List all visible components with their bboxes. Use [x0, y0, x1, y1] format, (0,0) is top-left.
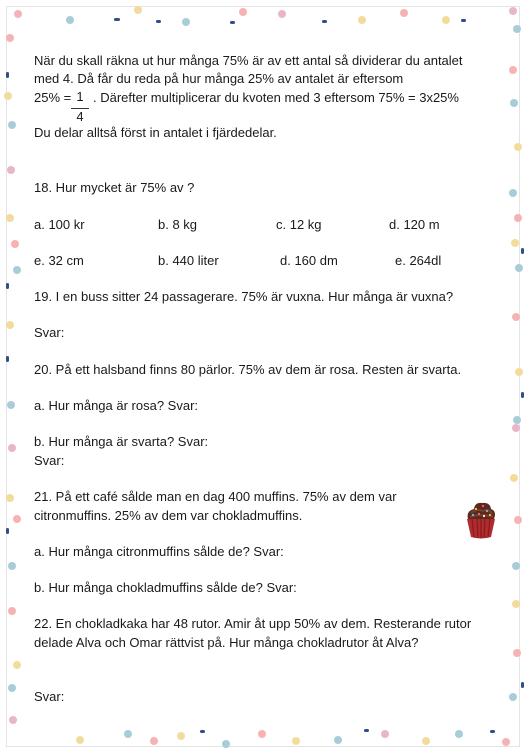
- decorative-dot: [6, 321, 14, 329]
- decorative-dot: [515, 264, 523, 272]
- decorative-dot: [510, 99, 518, 107]
- fraction-one-quarter: [69, 89, 91, 125]
- q18-option: c. 12 kg: [276, 217, 322, 232]
- decorative-dot: [511, 239, 519, 247]
- decorative-dot: [8, 121, 16, 129]
- q20-question: 20. På ett halsband finns 80 pärlor. 75% av dem är rosa. Resten är svarta.: [34, 362, 462, 377]
- decorative-dot: [258, 730, 266, 738]
- decorative-dot: [13, 515, 21, 523]
- q22-answer-label: Svar:: [34, 689, 65, 704]
- decorative-dot: [292, 737, 300, 745]
- decorative-dot: [66, 16, 74, 24]
- decorative-dash: [364, 729, 369, 732]
- decorative-dot: [400, 9, 408, 17]
- q18-option: e. 32 cm: [34, 253, 84, 268]
- q20-sub-a: a. Hur många är rosa? Svar:: [34, 398, 199, 413]
- decorative-dash: [230, 21, 235, 24]
- decorative-dot: [512, 424, 520, 432]
- decorative-dot: [6, 214, 14, 222]
- decorative-dot: [509, 7, 517, 15]
- decorative-dot: [124, 730, 132, 738]
- decorative-dot: [8, 684, 16, 692]
- decorative-dash: [114, 18, 120, 21]
- decorative-dot: [134, 6, 142, 14]
- decorative-dot: [509, 693, 517, 701]
- q21-line-1: 21. På ett café sålde man en dag 400 muffins. 75% av dem var: [34, 489, 397, 504]
- decorative-dot: [4, 92, 12, 100]
- decorative-dot: [13, 661, 21, 669]
- decorative-dot: [510, 474, 518, 482]
- intro-line-3-suffix: . Därefter multiplicerar du kvoten med 3 eftersom 75% = 3x25%: [93, 90, 459, 105]
- decorative-dot: [8, 562, 16, 570]
- decorative-dot: [6, 34, 14, 42]
- decorative-dot: [6, 494, 14, 502]
- q18-option: d. 160 dm: [280, 253, 338, 268]
- q20-answer-label: Svar:: [34, 453, 65, 468]
- q18-option: b. 8 kg: [158, 217, 198, 232]
- decorative-dash: [461, 19, 466, 22]
- decorative-dot: [514, 214, 522, 222]
- q18-option: b. 440 liter: [158, 253, 219, 268]
- fraction-numerator: 1: [76, 89, 84, 104]
- q19-question: 19. I en buss sitter 24 passagerare. 75% är vuxna. Hur många är vuxna?: [34, 289, 454, 304]
- q18-option: a. 100 kr: [34, 217, 85, 232]
- decorative-dot: [278, 10, 286, 18]
- intro-line-2: med 4. Då får du reda på hur många 25% av antalet är eftersom: [34, 71, 404, 86]
- decorative-dot: [509, 66, 517, 74]
- decorative-dot: [7, 401, 15, 409]
- decorative-dot: [358, 16, 366, 24]
- decorative-dot: [8, 607, 16, 615]
- decorative-dot: [177, 732, 185, 740]
- decorative-dot: [512, 600, 520, 608]
- q22-line-2: delade Alva och Omar rättvist på. Hur många chokladrutor åt Alva?: [34, 635, 419, 650]
- fraction-denominator: 4: [76, 109, 84, 124]
- decorative-dot: [7, 166, 15, 174]
- decorative-dot: [76, 736, 84, 744]
- decorative-dot: [150, 737, 158, 745]
- decorative-dot: [512, 562, 520, 570]
- q20-sub-b: b. Hur många är svarta? Svar:: [34, 434, 209, 449]
- decorative-dot: [512, 313, 520, 321]
- decorative-dot: [442, 16, 450, 24]
- decorative-dot: [222, 740, 230, 748]
- cupcake-icon: [463, 497, 499, 541]
- decorative-dash: [521, 392, 524, 398]
- decorative-dash: [521, 248, 524, 254]
- decorative-dot: [14, 10, 22, 18]
- decorative-dot: [455, 730, 463, 738]
- decorative-dash: [156, 20, 161, 23]
- decorative-dash: [6, 72, 9, 78]
- decorative-dash: [6, 356, 9, 362]
- q18-question: 18. Hur mycket är 75% av ?: [34, 180, 195, 195]
- decorative-dot: [515, 368, 523, 376]
- decorative-dash: [490, 730, 495, 733]
- decorative-dash: [200, 730, 205, 733]
- decorative-dot: [513, 649, 521, 657]
- q18-option: d. 120 m: [389, 217, 440, 232]
- decorative-dot: [514, 143, 522, 151]
- q22-line-1: 22. En chokladkaka har 48 rutor. Amir åt upp 50% av dem. Resterande rutor: [34, 616, 472, 631]
- decorative-dot: [513, 25, 521, 33]
- decorative-dot: [513, 416, 521, 424]
- intro-line-3-prefix: 25% =: [34, 90, 72, 105]
- decorative-dot: [11, 240, 19, 248]
- decorative-dot: [334, 736, 342, 744]
- q21-sub-a: a. Hur många citronmuffins sålde de? Svar:: [34, 544, 284, 559]
- decorative-dot: [8, 444, 16, 452]
- q21-line-2: citronmuffins. 25% av dem var chokladmuffins.: [34, 508, 303, 523]
- decorative-dot: [182, 18, 190, 26]
- decorative-dash: [521, 682, 524, 688]
- decorative-dot: [422, 737, 430, 745]
- decorative-dash: [322, 20, 327, 23]
- decorative-dot: [239, 8, 247, 16]
- decorative-dot: [13, 266, 21, 274]
- q18-option: e. 264dl: [395, 253, 442, 268]
- intro-line-4: Du delar alltså först in antalet i fjärdedelar.: [34, 125, 277, 140]
- q19-answer-label: Svar:: [34, 325, 65, 340]
- decorative-dash: [6, 528, 9, 534]
- q21-sub-b: b. Hur många chokladmuffins sålde de? Svar:: [34, 580, 297, 595]
- decorative-dash: [6, 283, 9, 289]
- intro-line-1: När du skall räkna ut hur många 75% är av ett antal så dividerar du antalet: [34, 53, 463, 68]
- decorative-dot: [381, 730, 389, 738]
- decorative-dot: [502, 738, 510, 746]
- decorative-dot: [514, 516, 522, 524]
- decorative-dot: [509, 189, 517, 197]
- decorative-dot: [9, 716, 17, 724]
